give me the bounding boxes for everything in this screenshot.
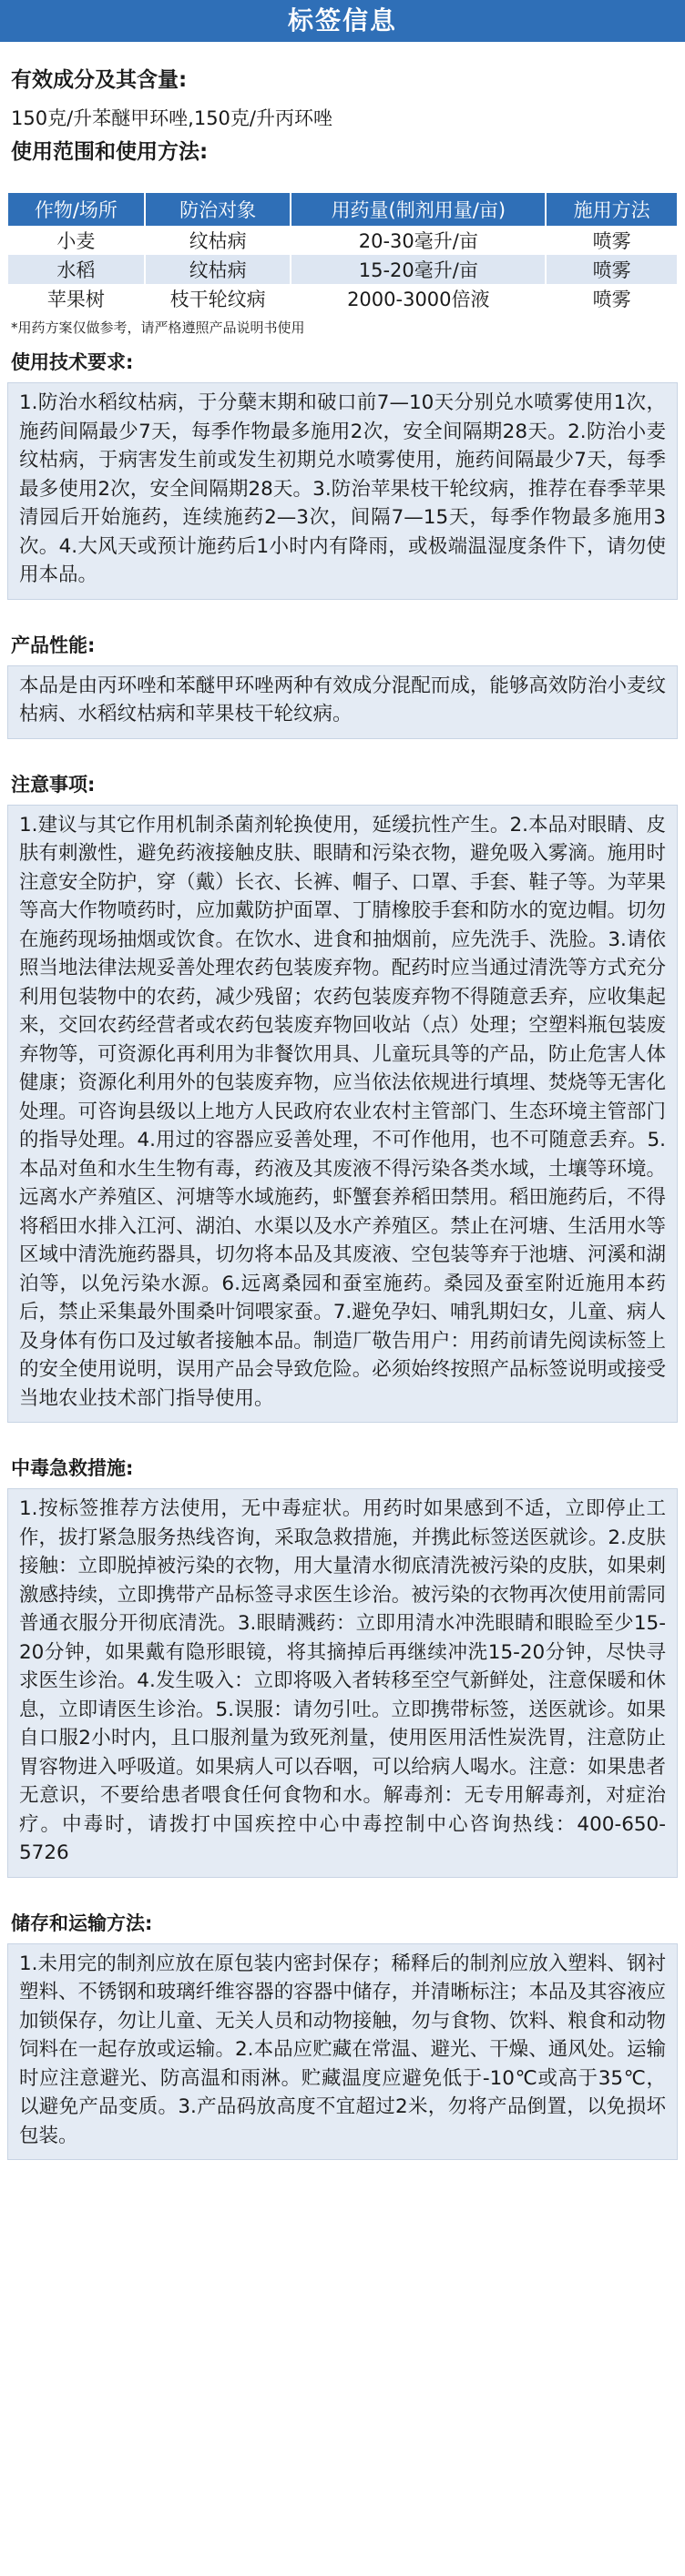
tech-heading: 使用技术要求: [11, 351, 134, 373]
cell-dosage: 15-20毫升/亩 [291, 255, 546, 284]
precautions-text: 1.建议与其它作用机制杀菌剂轮换使用，延缓抗性产生。2.本品对眼睛、皮肤有刺激性，避免药液接触皮肤、眼睛和污染衣物，避免吸入雾滴。施用时注意安全防护，穿（戴）长衣、长裤、帽子、口罩、手套、鞋子等。为苹果等高大作物喷药时，应加戴防护面罩、丁腈橡胶手套和防水的宽边帽。切勿在施药现场抽烟或饮食。在饮水、进食和抽烟前，应先洗手、洗脸。3.请依照当地法律法规妥善处理农药包装废弃物。配药时应当通过清洗等方式充分利用包装物中的农药，减少残留；农药包装废弃物不得随意丢弃，应收集起来，交回农药经营者或农药包装废弃物回收站（点）处理；空塑料瓶包装废弃物等，可资源化再利用为非餐饮用具、儿童玩具等的产品，防止危害人体健康；资源化利用外的包装废弃物，应当依法依规进行填埋、焚烧等无害化处理。可咨询县级以上地方人民政府农业农村主管部门、生态环境主管部门的指导处理。4.用过的容器应妥善处理，不可作他用，也不可随意丢弃。5.本品对鱼和水生生物有毒，药液及其废液不得污染各类水域，土壤等环境。远离水产养殖区、河塘等水域施药，虾蟹套养稻田禁用。稻田施药后，不得将稻田水排入江河、湖泊、水渠以及水产养殖区。禁止在河塘、生活用水等区域中清洗施药器具，切勿将本品及其废液、空包装等弃于池塘、河溪和湖泊等，以免污染水源。6.远离桑园和蚕室施药。桑园及蚕室附近施用本药后，禁止采集最外围桑叶饲喂家蚕。7.避免孕妇、哺乳期妇女，儿童、病人及身体有伤口及过敏者接触本品。制造厂敬告用户：用药前请先阅读标签上的安全使用说明，误用产品会导致危险。必须始终按照产品标签说明或接受当地农业技术部门指导使用。 [19, 813, 666, 1410]
header-dosage: 用药量(制剂用量/亩) [291, 193, 546, 226]
cell-crop: 水稻 [8, 255, 145, 284]
firstaid-heading: 中毒急救措施: [11, 1457, 134, 1479]
performance-heading: 产品性能: [11, 634, 96, 656]
cell-dosage: 20-30毫升/亩 [291, 226, 546, 255]
cell-crop: 小麦 [8, 226, 145, 255]
precautions-heading: 注意事项: [11, 773, 96, 796]
ingredients-heading: 有效成分及其含量: [11, 68, 188, 92]
cell-crop: 苹果树 [8, 284, 145, 313]
cell-target: 纹枯病 [145, 226, 291, 255]
cell-method: 喷雾 [592, 230, 631, 252]
storage-text: 1.未用完的制剂应放在原包装内密封保存；稀释后的制剂应放入塑料、钢衬塑料、不锈钢和玻璃纤维容器的容器中储存，并清晰标注；本品及其容液应加锁保存，勿让儿童、无关人员和动物接触，勿与食物、饮料、粮食和动物饲料在一起存放或运输。2.本品应贮藏在常温、避光、干燥、通风处。运输时应注意避光、防高温和雨淋。贮藏温度应避免低于-10℃或高于35℃，以避免产品变质。3.产品码放高度不宜超过2米，勿将产品倒置，以免损坏包装。 [19, 1952, 666, 2147]
tech-text: 1.防治水稻纹枯病，于分蘖末期和破口前7—10天分别兑水喷雾使用1次，施药间隔最少7天，每季作物最多施用2次，安全间隔期28天。2.防治小麦纹枯病，于病害发生前或发生初期兑水喷雾使用，施药间隔最少7天，每季最多使用2次，安全间隔期28天。3.防治苹果枝干轮纹病，推荐在春季苹果清园后开始施药，连续施药2—3次，间隔7—15天，每季作物最多施用3次。4.大风天或预计施药后1小时内有降雨，或极端温湿度条件下，请勿使用本品。 [19, 391, 666, 586]
tech-box [7, 382, 678, 600]
table-row [8, 226, 677, 255]
cell-dosage: 2000-3000倍液 [291, 284, 546, 313]
cell-method: 喷雾 [592, 289, 631, 310]
storage-box [7, 1943, 678, 2161]
cell-target: 枝干轮纹病 [145, 284, 291, 313]
page-title-bar [0, 0, 685, 42]
usage-table-header-row [8, 193, 677, 226]
usage-note: *用药方案仅做参考，请严格遵照产品说明书使用 [11, 319, 305, 336]
header-method: 施用方法 [546, 193, 677, 226]
cell-method: 喷雾 [546, 255, 677, 284]
header-target: 防治对象 [145, 193, 291, 226]
cell-target: 纹枯病 [145, 255, 291, 284]
performance-box [7, 665, 678, 739]
firstaid-box [7, 1488, 678, 1878]
header-crop: 作物/场所 [8, 193, 145, 226]
page-title: 标签信息 [287, 5, 397, 35]
usage-table [8, 193, 677, 313]
ingredients-text: 150克/升苯醚甲环唑,150克/升丙环唑 [11, 107, 332, 129]
firstaid-text: 1.按标签推荐方法使用，无中毒症状。用药时如果感到不适，立即停止工作，拔打紧急服务热线咨询，采取急救措施，并携此标签送医就诊。2.皮肤接触：立即脱掉被污染的衣物，用大量清水彻底清洗被污染的皮肤，如果刺激感持续，立即携带产品标签寻求医生诊治。被污染的衣物再次使用前需同普通衣服分开彻底清洗。3.眼睛溅药：立即用清水冲洗眼睛和眼睑至少15-20分钟，如果戴有隐形眼镜，将其摘掉后再继续冲洗15-20分钟，尽快寻求医生诊治。4.发生吸入：立即将吸入者转移至空气新鲜处，注意保暖和休息，立即请医生诊治。5.误服：请勿引吐。立即携带标签，送医就诊。如果自口服2小时内，且口服剂量为致死剂量，使用医用活性炭洗胃，注意防止胃容物进入呼吸道。如果病人可以吞咽，可以给病人喝水。注意：如果患者无意识，不要给患者喂食任何食物和水。解毒剂：无专用解毒剂，对症治疗。中毒时，请拨打中国疾控中心中毒控制中心咨询热线：400-650-5726 [19, 1497, 666, 1864]
usage-heading: 使用范围和使用方法: [11, 140, 209, 164]
storage-heading: 储存和运输方法: [11, 1912, 153, 1934]
precautions-box [7, 805, 678, 1424]
table-row [8, 255, 677, 284]
table-row [8, 284, 677, 313]
performance-text: 本品是由丙环唑和苯醚甲环唑两种有效成分混配而成，能够高效防治小麦纹枯病、水稻纹枯病和苹果枝干轮纹病。 [19, 674, 666, 725]
